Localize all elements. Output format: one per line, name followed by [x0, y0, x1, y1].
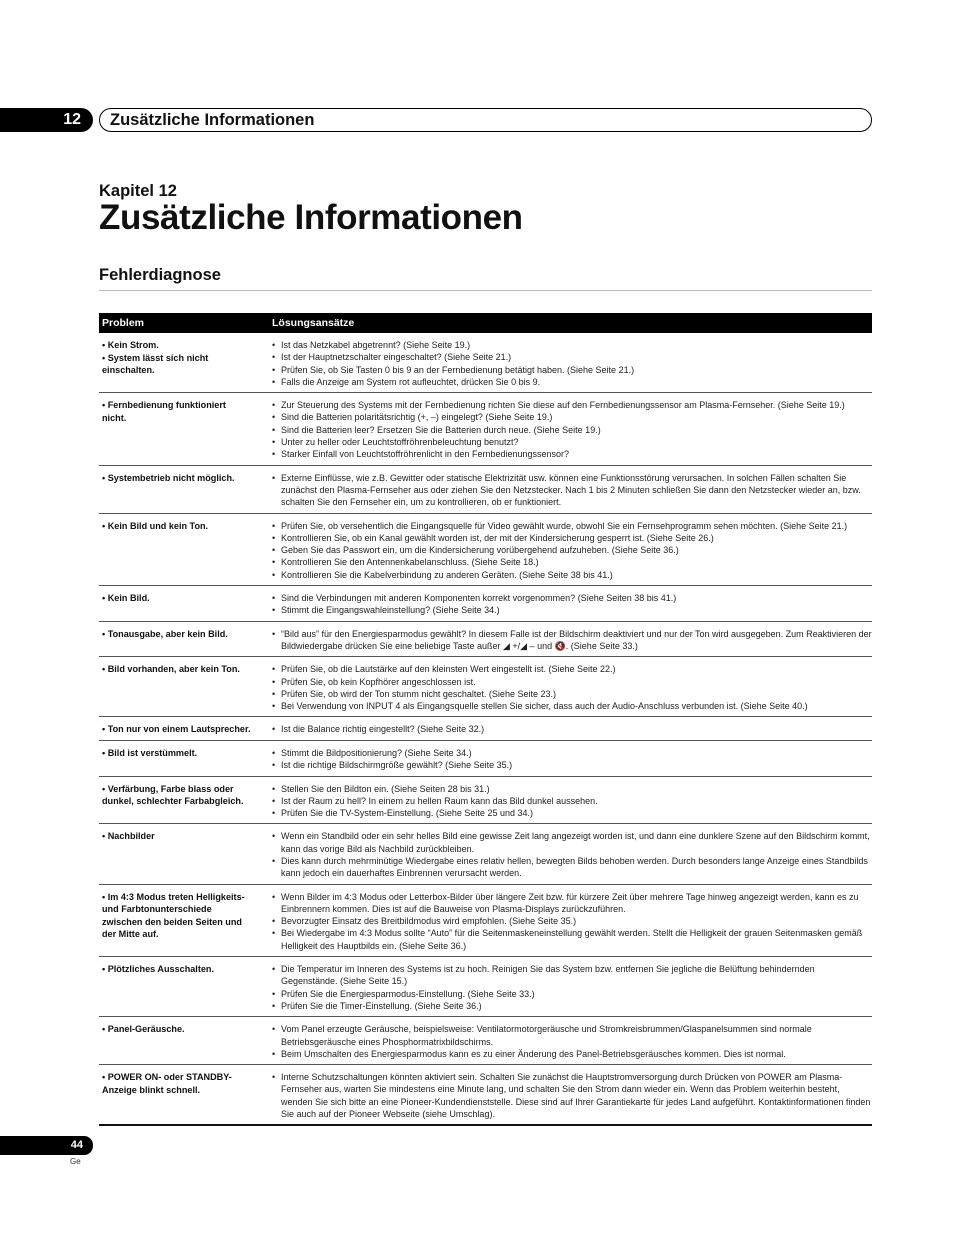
problem-text: • Fernbedienung funktioniert: [102, 400, 226, 411]
solution-item: • Prüfen Sie die Timer-Einstellung. (Siehe Seite 36.): [269, 1000, 872, 1012]
problem-text: zwischen den beiden Seiten und: [102, 916, 242, 927]
table-row: [99, 885, 872, 957]
problem-cell: [99, 741, 269, 776]
solution-item: • Prüfen Sie, ob kein Kopfhörer angeschlossen ist.: [269, 676, 872, 688]
table-row: [99, 466, 872, 514]
problem-text: Anzeige blinkt schnell.: [102, 1084, 201, 1095]
solution-item: • Prüfen Sie, ob Sie Tasten 0 bis 9 an der Fernbedienung betätigt haben. (Siehe Seite 21.): [269, 364, 872, 376]
solutions-cell: [269, 824, 872, 883]
solution-item: • Bevorzugter Einsatz des Breitbildmodus wird empfohlen. (Siehe Seite 35.): [269, 915, 872, 927]
solution-item: • Prüfen Sie, ob die Lautstärke auf den kleinsten Wert eingestellt ist. (Siehe Seite 22.): [269, 663, 872, 675]
table-row: [99, 333, 872, 393]
solution-item: • Stellen Sie den Bildton ein. (Siehe Seiten 28 bis 31.): [269, 783, 872, 795]
solution-item: • Beim Umschalten des Energiesparmodus kann es zu einer Änderung des Panel-Betriebsgeräusches kommen. Dies ist normal.: [269, 1048, 872, 1060]
solution-item: • Geben Sie das Passwort ein, um die Kindersicherung vorübergehend aufzuheben. (Siehe Seite 36.): [269, 544, 872, 556]
chapter-number-badge: 12: [0, 108, 93, 132]
problem-text: einschalten.: [102, 365, 155, 375]
problem-text: • Verfärbung, Farbe blass oder: [102, 783, 234, 794]
problem-cell: [99, 393, 269, 464]
solution-item: • Unter zu heller oder Leuchtstoffröhrenbeleuchtung benutzt?: [269, 436, 872, 448]
solution-item: • Dies kann durch mehrminütige Wiedergabe eines relativ hellen, bewegten Bilds behoben werden. Durch besonders lange Anzeige eines Standbilds kann jedoch ein dauerhaftes Einbrennen verursacht werden.: [269, 855, 872, 880]
solutions-cell: [269, 657, 872, 716]
table-row: [99, 957, 872, 1017]
problem-text: • System lässt sich nicht: [102, 352, 209, 363]
solution-item: • Ist das Netzkabel abgetrennt? (Siehe Seite 19.): [269, 339, 872, 351]
troubleshooting-table: [99, 313, 872, 1126]
problem-text: nicht.: [102, 412, 127, 423]
solution-item: • Bei Wiedergabe im 4:3 Modus sollte “Auto” für die Seitenmaskeneinstellung gewählt werden. Stellt die Helligkeit der grauen Seitenmasken gemäß Helligkeit des Hauptbilds ein. (Siehe Seite 36.): [269, 927, 872, 952]
solutions-cell: [269, 1017, 872, 1064]
problem-cell: [99, 777, 269, 824]
solution-item: • Vom Panel erzeugte Geräusche, beispielsweise: Ventilatormotorgeräusche und Stromkreisbrummen/Glaspanelsummen sind normale Betriebsgeräusche eines Phosphormatrixbildschirms.: [269, 1023, 872, 1048]
solution-item: • Prüfen Sie die Energiesparmodus-Einstellung. (Siehe Seite 33.): [269, 988, 872, 1000]
problem-cell: [99, 957, 269, 1016]
table-row: [99, 514, 872, 586]
problem-text: • Tonausgabe, aber kein Bild.: [102, 628, 228, 639]
solution-item: • Ist der Raum zu hell? In einem zu hellen Raum kann das Bild dunkel aussehen.: [269, 795, 872, 807]
problem-cell: [99, 1065, 269, 1124]
solution-item: • Ist die Balance richtig eingestellt? (Siehe Seite 32.): [269, 723, 872, 735]
problem-text: • Plötzliches Ausschalten.: [102, 964, 215, 975]
problem-cell: [99, 657, 269, 716]
solutions-cell: [269, 393, 872, 464]
solutions-cell: [269, 333, 872, 392]
solution-item: • Bei Verwendung von INPUT 4 als Eingangsquelle stellen Sie sicher, dass auch der Audio-Anschluss verbunden ist. (Siehe Seite 40.): [269, 700, 872, 712]
problem-text: • Systembetrieb nicht möglich.: [102, 472, 235, 483]
table-header: [99, 313, 872, 333]
solution-item: • Stimmt die Eingangswahleinstellung? (Siehe Seite 34.): [269, 604, 872, 616]
chapter-label: Kapitel 12: [99, 182, 177, 200]
solutions-cell: [269, 741, 872, 776]
problem-cell: [99, 622, 269, 657]
solutions-cell: [269, 885, 872, 956]
solution-item: • Wenn Bilder im 4:3 Modus oder Letterbox-Bilder über längere Zeit bzw. für kürzere Zeit über mehrere Tage hinweg angezeigt werden, kann es zu Einbrennern kommen. Dies ist auf die Bauweise von Plasma-Displays zurückzuführen.: [269, 891, 872, 916]
problem-text: • Ton nur von einem Lautsprecher.: [102, 724, 251, 735]
problem-cell: [99, 333, 269, 392]
problem-text: • Kein Bild.: [102, 593, 150, 604]
table-row: [99, 393, 872, 465]
solution-item: • Prüfen Sie, ob wird der Ton stumm nicht geschaltet. (Siehe Seite 23.): [269, 688, 872, 700]
solution-item: • Sind die Batterien leer? Ersetzen Sie die Batterien durch neue. (Siehe Seite 19.): [269, 424, 872, 436]
problem-text: • Kein Bild und kein Ton.: [102, 520, 209, 531]
solution-item: • “Bild aus” für den Energiesparmodus gewählt? In diesem Falle ist der Bildschirm deaktiviert und nur der Ton wird ausgegeben. Zum Reaktivieren der Bildwiedergabe drücken Sie eine beliebige Taste außer ◢ +/◢ – und 🔇. (Siehe Seite 33.): [269, 628, 872, 653]
problem-cell: [99, 586, 269, 621]
table-row: [99, 824, 872, 884]
solution-item: • Sind die Verbindungen mit anderen Komponenten korrekt vorgenommen? (Siehe Seiten 38 bis 41.): [269, 592, 872, 604]
solution-item: • Externe Einflüsse, wie z.B. Gewitter oder statische Elektrizität usw. können eine Funktionsstörung verursachen. In solchen Fällen schalten Sie zunächst den Plasma-Fernseher aus oder ziehen Sie den Netzstecker. Nach 1 bis 2 Minuten schließen Sie dann den Netzstecker wieder an, bzw. schalten Sie den Fernseher ein, um zu kontrollieren, ob er funktioniert.: [269, 472, 872, 509]
solution-item: • Stimmt die Bildpositionierung? (Siehe Seite 34.): [269, 747, 872, 759]
header-solutions: Lösungsansätze: [272, 317, 355, 329]
solutions-cell: [269, 777, 872, 824]
solution-item: • Ist die richtige Bildschirmgröße gewählt? (Siehe Seite 35.): [269, 759, 872, 771]
table-row: [99, 777, 872, 825]
problem-cell: [99, 717, 269, 740]
solutions-cell: [269, 586, 872, 621]
problem-text: • Bild vorhanden, aber kein Ton.: [102, 664, 240, 675]
solution-item: • Ist der Hauptnetzschalter eingeschaltet? (Siehe Seite 21.): [269, 351, 872, 363]
solution-item: • Interne Schutzschaltungen könnten aktiviert sein. Schalten Sie zunächst die Hauptstromversorgung durch Drücken von POWER am Plasma-Fernseher aus, warten Sie mindestens eine Minute lang, und schalten Sie den Strom dann wieder ein. Wenn das Problem weiterhin besteht, wenden Sie sich bitte an eine Pioneer-Kundendienststelle. Diese sind auf Ihrer Garantiekarte für jedes Land aufgeführt. Kontaktinformationen finden Sie auch auf der Pioneer Webseite (siehe Umschlag).: [269, 1071, 872, 1120]
solution-item: • Zur Steuerung des Systems mit der Fernbedienung richten Sie diese auf den Fernbedienungssensor am Plasma-Fernseher. (Siehe Seite 19.): [269, 399, 872, 411]
problem-cell: [99, 885, 269, 956]
solution-item: • Starker Einfall von Leuchtstoffröhrenlicht in den Fernbedienungssensor?: [269, 448, 872, 460]
section-divider: [99, 290, 872, 291]
page-title: Zusätzliche Informationen: [99, 198, 523, 237]
problem-text: • Im 4:3 Modus treten Helligkeits-: [102, 891, 245, 902]
chapter-header-bar: [99, 108, 872, 132]
header-problem: Problem: [102, 317, 145, 329]
table-row: [99, 657, 872, 717]
table-row: [99, 586, 872, 622]
page-number-badge: 44: [0, 1136, 93, 1155]
solution-item: • Wenn ein Standbild oder ein sehr helles Bild eine gewisse Zeit lang angezeigt worden ist, und dann eine dunklere Szene auf den Bildschirm kommt, kann das vorige Bild als Nachbild zurückbleiben.: [269, 830, 872, 855]
solution-item: • Prüfen Sie, ob versehentlich die Eingangsquelle für Video gewählt wurde, obwohl Sie ein Fernsehprogramm sehen möchten. (Siehe Seite 21.): [269, 520, 872, 532]
solution-item: • Prüfen Sie die TV-System-Einstellung. (Siehe Seite 25 und 34.): [269, 807, 872, 819]
problem-cell: [99, 824, 269, 883]
table-row: [99, 1017, 872, 1065]
solutions-cell: [269, 1065, 872, 1124]
solutions-cell: [269, 466, 872, 513]
solutions-cell: [269, 622, 872, 657]
chapter-header-title: Zusätzliche Informationen: [110, 111, 315, 129]
table-row: [99, 1065, 872, 1126]
table-body: [99, 333, 872, 1126]
solution-item: • Kontrollieren Sie die Kabelverbindung zu anderen Geräten. (Siehe Seite 38 bis 41.): [269, 569, 872, 581]
solution-item: • Sind die Batterien polaritätsrichtig (+, –) eingelegt? (Siehe Seite 19.): [269, 411, 872, 423]
solutions-cell: [269, 957, 872, 1016]
table-row: [99, 622, 872, 658]
language-code: Ge: [70, 1157, 81, 1166]
solution-item: • Kontrollieren Sie, ob ein Kanal gewählt worden ist, der mit der Kindersicherung gesperrt ist. (Siehe Seite 26.): [269, 532, 872, 544]
table-row: [99, 741, 872, 777]
problem-cell: [99, 466, 269, 513]
table-row: [99, 717, 872, 741]
problem-cell: [99, 1017, 269, 1064]
solution-item: • Falls die Anzeige am System rot aufleuchtet, drücken Sie 0 bis 9.: [269, 376, 872, 388]
problem-text: • Bild ist verstümmelt.: [102, 747, 198, 758]
problem-text: • Nachbilder: [102, 831, 155, 842]
section-title: Fehlerdiagnose: [99, 266, 221, 284]
problem-text: • Panel-Geräusche.: [102, 1024, 185, 1035]
solutions-cell: [269, 514, 872, 585]
solution-item: • Kontrollieren Sie den Antennenkabelanschluss. (Siehe Seite 18.): [269, 556, 872, 568]
problem-text: • Kein Strom.: [102, 340, 159, 350]
problem-text: • POWER ON- oder STANDBY-: [102, 1072, 232, 1083]
problem-text: und Farbtonunterschiede: [102, 904, 212, 915]
solution-item: • Die Temperatur im Inneren des Systems ist zu hoch. Reinigen Sie das System bzw. entfernen Sie jegliche die Belüftung behindernden Gegenstände. (Siehe Seite 15.): [269, 963, 872, 988]
problem-text: der Mitte auf.: [102, 929, 159, 940]
problem-cell: [99, 514, 269, 585]
solutions-cell: [269, 717, 872, 740]
problem-text: dunkel, schlechter Farbabgleich.: [102, 796, 244, 807]
